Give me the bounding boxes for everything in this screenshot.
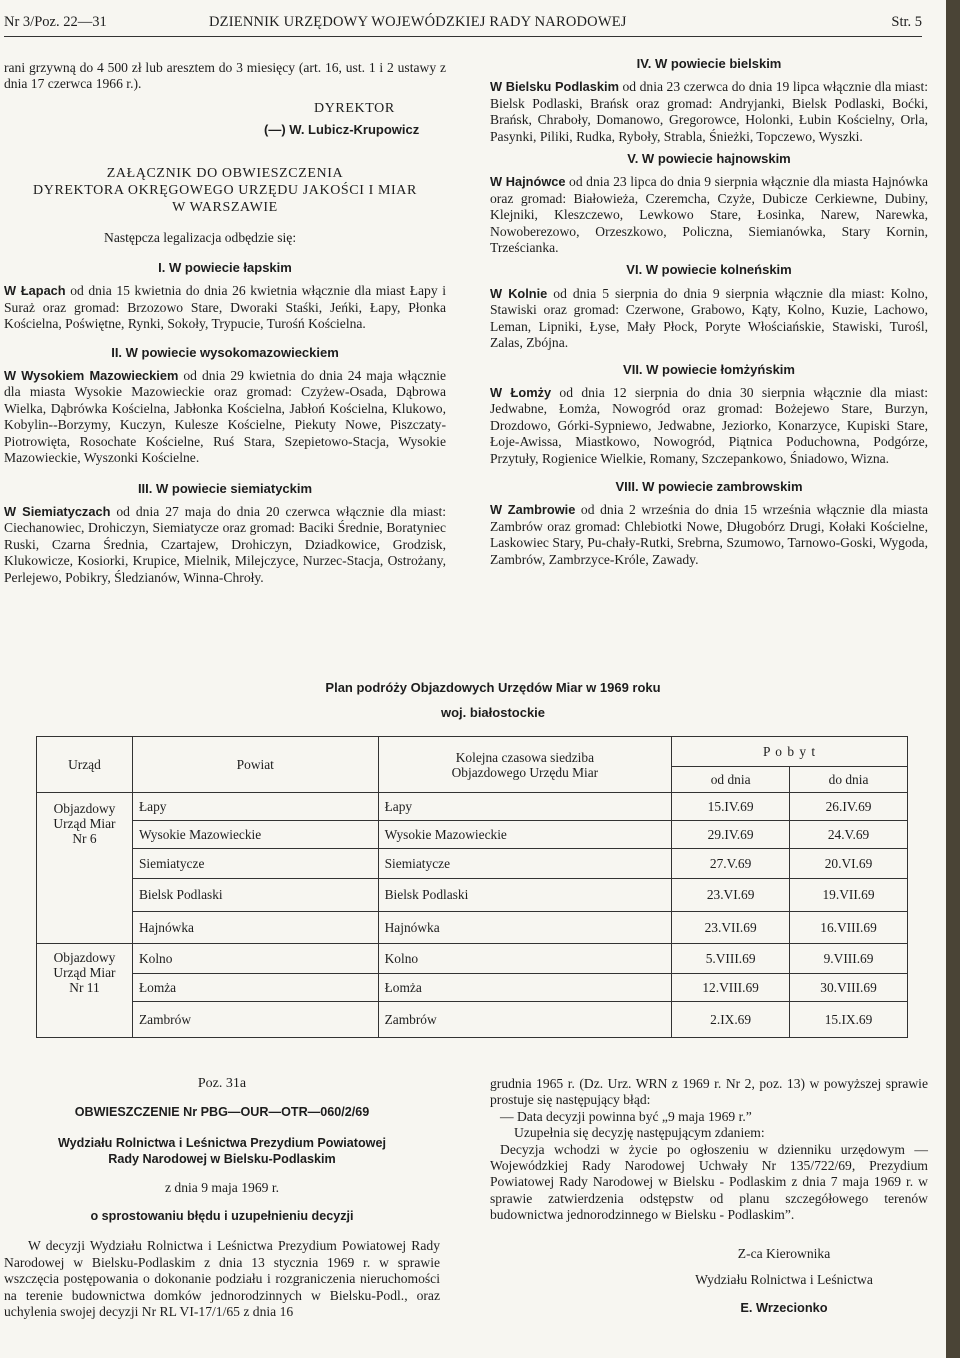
plan-table — [36, 736, 908, 1038]
right-column — [490, 52, 928, 568]
siedziba-cell: Hajnówka — [378, 912, 672, 944]
office-line: Urząd Miar — [53, 816, 116, 831]
header-siedziba-line: Objazdowego Urzędu Miar — [451, 764, 599, 780]
siedziba-cell: Zambrów — [378, 1002, 672, 1038]
header-siedziba — [378, 737, 672, 793]
table-row — [37, 944, 908, 974]
section-title: VII. W powiecie łomżyńskim — [623, 361, 795, 377]
section-lead: W Kolnie — [490, 285, 548, 301]
section-body: od dnia 2 września do dnia 15 września włącznie dla miasta Zambrów oraz gromad: Chlebiotki Nowe, Długobórz Drugi, Kołaki Kościelne, Laskowiec Stary, Pu-chały-Rutki, Srebrna, Szumowo, Tarnowo-Goski, Wygoda, Zambrów, Zambrzyce-Króle, Zawady. — [490, 502, 929, 567]
section-text — [490, 385, 928, 467]
section-text — [490, 502, 928, 568]
issue-number: Nr 3/Poz. 22—31 — [4, 14, 107, 30]
intro-text: rani grzywną do 4 500 zł lub aresztem do 3 miesięcy (art. 16, ust. 1 i 2 ustawy z dnia 17 czerwca 1966 r.). — [4, 60, 446, 92]
section-text — [490, 174, 928, 256]
office-line: Objazdowy — [53, 801, 116, 816]
table-row — [37, 912, 908, 944]
section-lead: W Hajnówce — [490, 174, 566, 190]
annex-title-line: ZAŁĄCZNIK DO OBWIESZCZENIA — [106, 165, 344, 181]
to-date: 30.VIII.69 — [790, 974, 908, 1002]
header-powiat: Powiat — [132, 737, 378, 793]
section-body: od dnia 23 czerwca do dnia 19 lipca włącznie dla miast: Bielsk Podlaski, Brańsk oraz gromad: Andryjanki, Bielsk Podlaski, Boćki, Brańsk, Chraboły, Domanowo, Gregorowce, Holonki, Łubin Kościelny, Orla, Pasynki, Piliki, Rudka, Ryboły, Strabla, Śnieżki, Topczewo, Wyszki. — [490, 79, 929, 144]
notice-title: OBWIESZCZENIE Nr PBG—OUR—OTR—060/2/69 — [74, 1105, 370, 1120]
from-date: 23.VII.69 — [672, 912, 790, 944]
notice-text: Uzupełnia się decyzję następującym zdaniem: — [514, 1125, 765, 1141]
notice-date: z dnia 9 maja 1969 r. — [164, 1179, 279, 1195]
section-text — [4, 283, 446, 332]
section-lead: W Bielsku Podlaskim — [490, 79, 619, 95]
powiat-cell: Łapy — [132, 793, 378, 821]
table-row — [37, 974, 908, 1002]
from-date: 15.IV.69 — [672, 793, 790, 821]
office-line: Nr 6 — [72, 831, 97, 846]
from-date: 12.VIII.69 — [672, 974, 790, 1002]
to-date: 20.VI.69 — [790, 849, 908, 879]
section-title: II. W powiecie wysokomazowieckiem — [111, 344, 339, 360]
notice-text: Decyzja wchodzi w życie po ogłoszeniu w dzienniku urzędowym — Wojewódzkiej Rady Narodowej Uchwały Nr 135/722/69, Prezydium Powiatowej Rady Narodowej w Bielsku - Podlaskim z dnia 7 maja 1969 r. w sprawie zatwierdzenia odstępstw od planu szczegółowego terenów budownictwa jednorodzinnego w Bielsku - Podlaskim”. — [490, 1141, 928, 1223]
office-line: Objazdowy — [53, 950, 116, 965]
scan-edge — [946, 0, 960, 1358]
powiat-cell: Łomża — [132, 974, 378, 1002]
page-number: Str. 5 — [891, 14, 922, 30]
powiat-cell: Bielsk Podlaski — [132, 879, 378, 912]
travel-plan — [0, 680, 946, 1027]
header-pobyt: P o b y t — [672, 737, 908, 767]
table-header-row — [37, 737, 908, 767]
from-date: 23.VI.69 — [672, 879, 790, 912]
to-date: 15.IX.69 — [790, 1002, 908, 1038]
section-title: III. W powiecie siemiatyckim — [137, 480, 313, 496]
section-title: V. W powiecie hajnowskim — [627, 151, 791, 167]
table-row — [37, 1002, 908, 1038]
to-date: 9.VIII.69 — [790, 944, 908, 974]
from-date: 5.VIII.69 — [672, 944, 790, 974]
section-text — [490, 79, 928, 145]
annex-title-line: W WARSZAWIE — [172, 199, 278, 215]
section-lead: W Siemiatyczach — [4, 503, 111, 519]
to-date: 26.IV.69 — [790, 793, 908, 821]
section-body: od dnia 12 sierpnia do dnia 30 sierpnia włącznie dla miast: Jedwabne, Łomża, Nowogród oraz gromad: Bożejewo Stare, Burzyn, Drozdowo, Górki-Sypniewo, Jedwabne, Jeziorko, Konarzyce, Kupiski Stare, Łoje-Awissa, Miastkowo, Nowogród, Piątnica Poduchowna, Podgórze, Przytuły, Rogienice Wielkie, Romany, Szczepankowo, Śniadowo, Wizna. — [490, 384, 928, 466]
director-name: (—) W. Lubicz-Krupowicz — [264, 122, 420, 138]
page-header — [4, 14, 922, 37]
signature-department: Wydziału Rolnictwa i Leśnictwa — [695, 1272, 873, 1288]
header-siedziba-line: Kolejna czasowa siedziba — [455, 749, 595, 765]
office-cell — [37, 793, 133, 944]
notice-text: grudnia 1965 r. (Dz. Urz. WRN z 1969 r. Nr 2, poz. 13) w powyższej sprawie prostuje się następujący błąd: — [490, 1076, 928, 1108]
notice-left — [4, 1076, 440, 1320]
signature-role: Z-ca Kierownika — [737, 1245, 831, 1261]
legalization-text: Następcza legalizacja odbędzie się: — [104, 229, 297, 245]
section-title: I. W powiecie łapskim — [158, 260, 292, 276]
siedziba-cell: Wysokie Mazowieckie — [378, 821, 672, 849]
section-lead: W Łapach — [4, 283, 66, 299]
office-line: Urząd Miar — [53, 965, 116, 980]
table-row — [37, 821, 908, 849]
siedziba-cell: Bielsk Podlaski — [378, 879, 672, 912]
header-od: od dnia — [672, 767, 790, 793]
office-cell — [37, 944, 133, 1038]
section-body: od dnia 5 sierpnia do dnia 9 sierpnia włącznie dla miast: Kolno, Stawiski oraz gromad: Czerwone, Grabowo, Kąty, Kolno, Kuzie, Lachowo, Leman, Lipniki, Łyse, Mały Płock, Poryte Włościańskie, Stawiski, Turośl, Zalas, Zbójna. — [490, 285, 929, 351]
header-do: do dnia — [790, 767, 908, 793]
item-number: Poz. 31a — [197, 1076, 247, 1091]
director-title: DYREKTOR — [314, 100, 395, 116]
table-row — [37, 849, 908, 879]
section-body: od dnia 15 kwietnia do dnia 26 kwietnia włącznie dla miast Łapy i Suraż oraz gromad: Brzozowo Stare, Dworaki Staśki, Jeńki, Łapy, Płonka Kościelna, Poświętne, Rynki, Sokoły, Trypucie, Turośń Kościelna. — [4, 283, 447, 332]
header-urzad: Urząd — [37, 737, 133, 793]
powiat-cell: Zambrów — [132, 1002, 378, 1038]
notice-subject: o sprostowaniu błędu i uzupełnieniu decyzji — [90, 1209, 354, 1224]
annex-title-line: DYREKTORA OKRĘGOWEGO URZĘDU JAKOŚCI I MIAR — [33, 182, 417, 198]
plan-title: Plan podróży Objazdowych Urzędów Miar w 1969 roku — [325, 680, 661, 695]
notice-right — [490, 1076, 928, 1317]
to-date: 16.VIII.69 — [790, 912, 908, 944]
section-title: VI. W powiecie kolneńskim — [626, 262, 792, 278]
powiat-cell: Hajnówka — [132, 912, 378, 944]
notice-text: — Data decyzji powinna być „9 maja 1969 r.” — [500, 1108, 752, 1124]
notice-body: W decyzji Wydziału Rolnictwa i Leśnictwa Prezydium Powiatowej Rady Narodowej w Bielsku-Podlaskim z dnia 13 stycznia 1969 r. w sprawie wszczęcia postępowania o dokonanie podziału i rozgraniczenia nieruchomości na terenie budownictwa domków jednorodzinnych w Bielsku-Podl., oraz uchylenia swojej decyzji Nr RL VI-17/1/65 z dnia 16 — [4, 1238, 440, 1320]
section-body: od dnia 23 lipca do dnia 9 sierpnia włącznie dla miasta Hajnówka oraz gromad: Białowieża, Czeremcha, Czyże, Dubicze Cerkiewne, Dubiny, Klejniki, Kleszczewo, Lewkowo Stare, Łosinka, Narew, Narewka, Nowoberezowo, Orzeszkowo, Policzna, Siemianówka, Stary Kornin, Trześcianka. — [490, 174, 928, 256]
from-date: 29.IV.69 — [672, 821, 790, 849]
plan-subtitle: woj. białostockie — [440, 705, 546, 720]
section-title: IV. W powiecie bielskim — [636, 56, 782, 71]
notice-issuer: Wydziału Rolnictwa i Leśnictwa Prezydium Powiatowej — [58, 1135, 386, 1150]
left-column — [4, 60, 446, 586]
powiat-cell: Siemiatycze — [132, 849, 378, 879]
section-lead: W Łomży — [490, 384, 552, 400]
siedziba-cell: Siemiatycze — [378, 849, 672, 879]
signature-name: E. Wrzecionko — [740, 1300, 828, 1316]
journal-title: DZIENNIK URZĘDOWY WOJEWÓDZKIEJ RADY NARODOWEJ — [209, 14, 627, 30]
section-body: od dnia 29 kwietnia do dnia 24 maja włącznie dla miasta Wysokie Mazowieckie oraz gromad: Czyżew-Osada, Dąbrowa Wielka, Dąbrówka Kościelna, Jabłonka Kościelna, Jabłoń Kościelna, Klukowo, Kobylin--Borzymy, Kuczyn, Kulesze Kościelne, Piekuty Nowe, Piszczaty-Piotrowięta, Rosochate Kościelne, Ruś Stara, Szepietowo-Stacja, Wysokie Mazowieckie, Wyszonki Kościelne. — [4, 368, 446, 466]
section-text — [4, 504, 446, 586]
notice-issuer: Rady Narodowej w Bielsku-Podlaskim — [108, 1152, 336, 1167]
to-date: 24.V.69 — [790, 821, 908, 849]
siedziba-cell: Łapy — [378, 793, 672, 821]
office-line: Nr 11 — [69, 980, 100, 995]
section-text — [490, 286, 928, 352]
section-lead: W Zambrowie — [490, 502, 576, 518]
table-row — [37, 793, 908, 821]
powiat-cell: Kolno — [132, 944, 378, 974]
table-row — [37, 879, 908, 912]
siedziba-cell: Kolno — [378, 944, 672, 974]
section-text — [4, 368, 446, 466]
annex-title — [4, 165, 446, 216]
from-date: 2.IX.69 — [672, 1002, 790, 1038]
siedziba-cell: Łomża — [378, 974, 672, 1002]
section-body: od dnia 27 maja do dnia 20 czerwca włącznie dla miast: Ciechanowiec, Drohiczyn, Siemiatycze oraz gromad: Baciki Średnie, Boratyniec Ruski, Czarna Średnia, Czartajew, Drohiczyn, Dziadkowice, Grodzisk, Klukowicze, Kosiorki, Krupice, Mielnik, Milejczyce, Nurzec-Stacja, Ostrożany, Perlejewo, Pobikry, Śledzianów, Winna-Chroły. — [4, 503, 446, 585]
section-lead: W Wysokiem Mazowieckiem — [4, 368, 179, 384]
section-title: VIII. W powiecie zambrowskim — [615, 478, 803, 494]
powiat-cell: Wysokie Mazowieckie — [132, 821, 378, 849]
from-date: 27.V.69 — [672, 849, 790, 879]
to-date: 19.VII.69 — [790, 879, 908, 912]
